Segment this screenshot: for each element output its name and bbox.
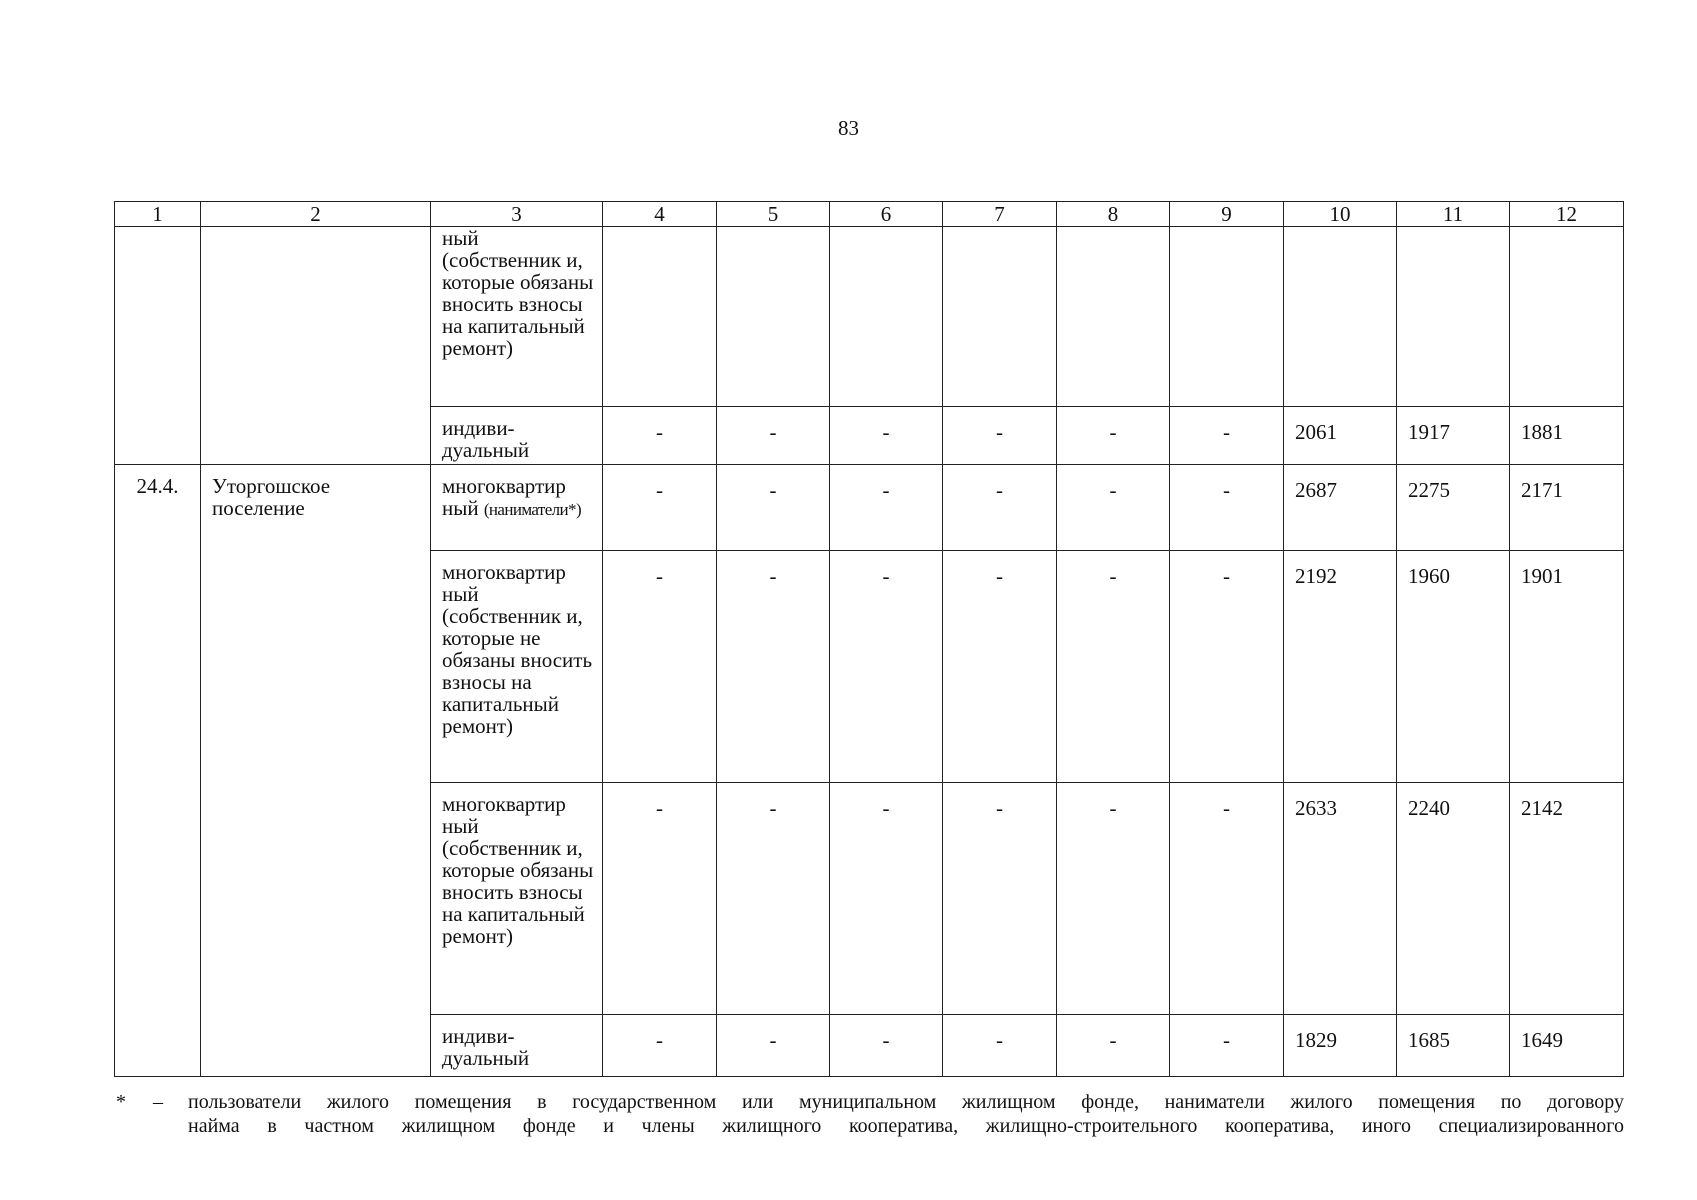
- column-number-cell: 11: [1397, 202, 1510, 227]
- value-cell: -: [943, 783, 1057, 1015]
- value-cell: -: [1170, 783, 1284, 1015]
- column-number-cell: 9: [1170, 202, 1284, 227]
- housing-type-cell: [431, 465, 603, 551]
- value-cell: [1170, 227, 1284, 407]
- value-cell: 1881: [1510, 407, 1624, 465]
- table-row: [115, 227, 1624, 407]
- column-number-cell: 6: [830, 202, 943, 227]
- value-cell: 1901: [1510, 551, 1624, 783]
- footnote: [114, 1090, 1624, 1138]
- value-cell: 1960: [1397, 551, 1510, 783]
- housing-type-cell: многоквартир ный (собственник и, которые не обязаны вносить взносы на капитальный ремонт): [431, 551, 603, 783]
- value-cell: -: [830, 783, 943, 1015]
- value-cell: -: [943, 1015, 1057, 1077]
- value-cell: -: [717, 407, 830, 465]
- value-cell: 1685: [1397, 1015, 1510, 1077]
- value-cell: 2687: [1284, 465, 1397, 551]
- footnote-marker: *: [116, 1091, 126, 1113]
- value-cell: -: [717, 783, 830, 1015]
- tariff-table: [114, 201, 1624, 1077]
- column-number-cell: 12: [1510, 202, 1624, 227]
- item-number-cell: [115, 227, 201, 465]
- value-cell: -: [603, 1015, 717, 1077]
- footnote-line: найма в частном жилищном фонде и члены жилищного кооператива, жилищно-строительного кооператива, иного специализированного: [188, 1115, 1624, 1137]
- housing-type-cell: индиви-дуальный: [431, 407, 603, 465]
- column-number-cell: 2: [201, 202, 431, 227]
- value-cell: 2171: [1510, 465, 1624, 551]
- value-cell: [1284, 227, 1397, 407]
- value-cell: -: [830, 1015, 943, 1077]
- value-cell: -: [943, 551, 1057, 783]
- item-number-cell: 24.4.: [115, 465, 201, 1077]
- value-cell: 2240: [1397, 783, 1510, 1015]
- value-cell: -: [603, 551, 717, 783]
- column-number-cell: 7: [943, 202, 1057, 227]
- column-number-cell: 1: [115, 202, 201, 227]
- housing-type-note: (наниматели*): [483, 500, 582, 519]
- housing-type-cell: индиви-дуальный: [431, 1015, 603, 1077]
- value-cell: 1649: [1510, 1015, 1624, 1077]
- value-cell: -: [1170, 465, 1284, 551]
- settlement-cell: Уторгошское поселение: [201, 465, 431, 1077]
- value-cell: -: [717, 1015, 830, 1077]
- page-number: 83: [838, 116, 859, 140]
- housing-type-cell: многоквартир ный (собственник и, которые обязаны вносить взносы на капитальный ремонт): [431, 783, 603, 1015]
- value-cell: [603, 227, 717, 407]
- value-cell: [943, 227, 1057, 407]
- value-cell: -: [1057, 783, 1170, 1015]
- value-cell: 2633: [1284, 783, 1397, 1015]
- value-cell: [1397, 227, 1510, 407]
- value-cell: -: [830, 407, 943, 465]
- value-cell: -: [603, 465, 717, 551]
- value-cell: 2061: [1284, 407, 1397, 465]
- value-cell: -: [1057, 407, 1170, 465]
- value-cell: -: [603, 407, 717, 465]
- housing-type-cell: ный (собственник и, которые обязаны вносить взносы на капитальный ремонт): [431, 227, 603, 407]
- footnote-line: пользователи жилого помещения в государственном или муниципальном жилищном фонде, наниматели жилого помещения по договору: [188, 1091, 1624, 1113]
- footnote-dash: –: [153, 1091, 163, 1113]
- value-cell: 2192: [1284, 551, 1397, 783]
- value-cell: -: [943, 465, 1057, 551]
- value-cell: [717, 227, 830, 407]
- value-cell: -: [830, 551, 943, 783]
- value-cell: -: [1057, 1015, 1170, 1077]
- table-row: [115, 465, 1624, 551]
- value-cell: [1057, 227, 1170, 407]
- value-cell: 1829: [1284, 1015, 1397, 1077]
- settlement-cell: [201, 227, 431, 465]
- column-number-row: [115, 202, 1624, 227]
- value-cell: -: [717, 465, 830, 551]
- value-cell: 2142: [1510, 783, 1624, 1015]
- value-cell: -: [603, 783, 717, 1015]
- value-cell: -: [717, 551, 830, 783]
- value-cell: 1917: [1397, 407, 1510, 465]
- value-cell: -: [1170, 407, 1284, 465]
- value-cell: -: [1057, 465, 1170, 551]
- value-cell: -: [943, 407, 1057, 465]
- value-cell: [830, 227, 943, 407]
- column-number-cell: 4: [603, 202, 717, 227]
- value-cell: [1510, 227, 1624, 407]
- column-number-cell: 10: [1284, 202, 1397, 227]
- column-number-cell: 3: [431, 202, 603, 227]
- value-cell: 2275: [1397, 465, 1510, 551]
- value-cell: -: [1170, 1015, 1284, 1077]
- value-cell: -: [1170, 551, 1284, 783]
- value-cell: -: [830, 465, 943, 551]
- column-number-cell: 8: [1057, 202, 1170, 227]
- column-number-cell: 5: [717, 202, 830, 227]
- housing-type-text: многоквартир ный: [442, 474, 566, 520]
- value-cell: -: [1057, 551, 1170, 783]
